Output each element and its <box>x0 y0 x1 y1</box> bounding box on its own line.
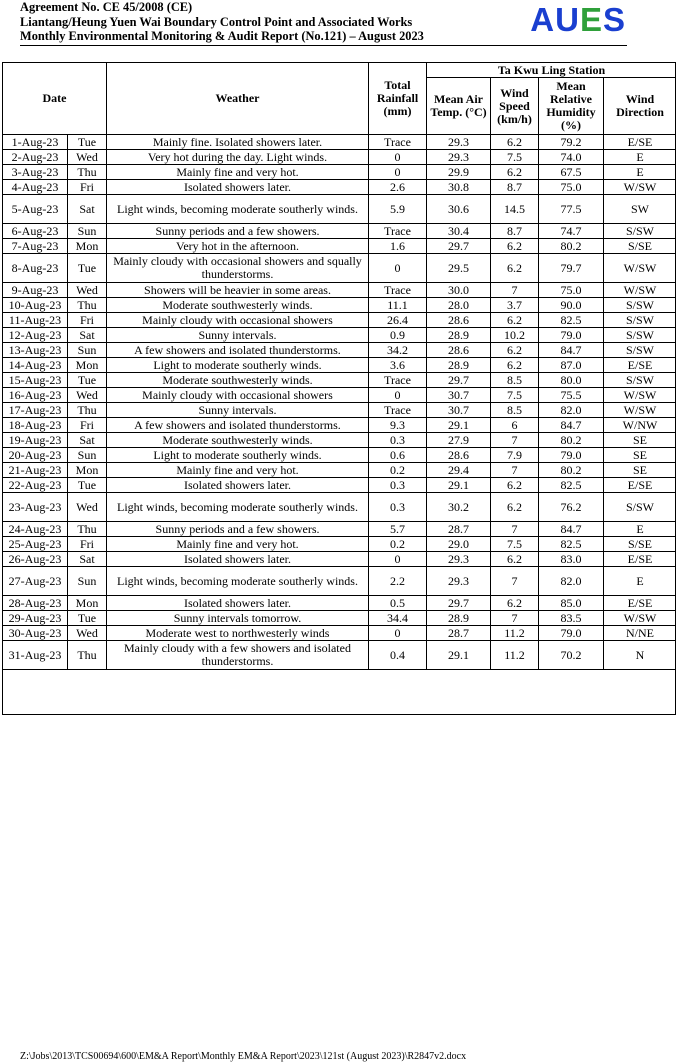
table-row <box>3 567 676 596</box>
table-row <box>3 328 676 343</box>
row-day: Tue <box>68 373 107 388</box>
row-date: 21-Aug-23 <box>3 463 68 478</box>
row-temp: 29.7 <box>427 373 491 388</box>
row-wind-speed: 11.2 <box>491 626 539 641</box>
row-temp: 30.8 <box>427 180 491 195</box>
table-row <box>3 165 676 180</box>
row-wind-direction: W/SW <box>604 388 676 403</box>
row-rainfall: 0 <box>369 150 427 165</box>
row-wind-speed: 7 <box>491 611 539 626</box>
row-humidity: 82.0 <box>539 567 604 596</box>
row-temp: 28.7 <box>427 522 491 537</box>
table-row <box>3 239 676 254</box>
header-rainfall: Total Rainfall (mm) <box>369 63 427 135</box>
row-day: Sat <box>68 195 107 224</box>
row-wind-direction: E/SE <box>604 596 676 611</box>
row-date: 30-Aug-23 <box>3 626 68 641</box>
row-temp: 28.6 <box>427 448 491 463</box>
row-temp: 28.6 <box>427 313 491 328</box>
header-humidity: Mean Relative Humidity (%) <box>539 78 604 135</box>
row-wind-speed: 7 <box>491 433 539 448</box>
header-wind-direction: Wind Direction <box>604 78 676 135</box>
row-humidity: 83.5 <box>539 611 604 626</box>
row-weather: Mainly cloudy with occasional showers <box>107 313 369 328</box>
row-wind-speed: 8.5 <box>491 403 539 418</box>
row-temp: 29.3 <box>427 150 491 165</box>
row-wind-direction: N/NE <box>604 626 676 641</box>
row-weather: Very hot during the day. Light winds. <box>107 150 369 165</box>
row-rainfall: 0 <box>369 388 427 403</box>
row-humidity: 80.2 <box>539 463 604 478</box>
table-row <box>3 537 676 552</box>
row-humidity: 79.7 <box>539 254 604 283</box>
row-humidity: 80.2 <box>539 433 604 448</box>
row-date: 1-Aug-23 <box>3 135 68 150</box>
row-weather: Mainly cloudy with a few showers and isolated thunderstorms. <box>107 641 369 670</box>
row-day: Fri <box>68 313 107 328</box>
row-wind-speed: 7.5 <box>491 150 539 165</box>
row-wind-speed: 6.2 <box>491 493 539 522</box>
header-wind-speed: Wind Speed (km/h) <box>491 78 539 135</box>
row-rainfall: 0 <box>369 165 427 180</box>
row-wind-direction: S/SW <box>604 224 676 239</box>
row-temp: 30.2 <box>427 493 491 522</box>
row-day: Wed <box>68 388 107 403</box>
row-wind-direction: E <box>604 522 676 537</box>
row-temp: 29.5 <box>427 254 491 283</box>
row-wind-direction: W/SW <box>604 180 676 195</box>
table-row <box>3 403 676 418</box>
row-wind-speed: 7 <box>491 283 539 298</box>
row-temp: 30.6 <box>427 195 491 224</box>
table-row <box>3 522 676 537</box>
row-day: Sat <box>68 433 107 448</box>
row-date: 16-Aug-23 <box>3 388 68 403</box>
row-day: Thu <box>68 298 107 313</box>
row-humidity: 75.0 <box>539 180 604 195</box>
row-day: Fri <box>68 180 107 195</box>
row-date: 2-Aug-23 <box>3 150 68 165</box>
table-row <box>3 478 676 493</box>
header-station: Ta Kwu Ling Station <box>427 63 676 78</box>
row-wind-direction: N <box>604 641 676 670</box>
row-date: 26-Aug-23 <box>3 552 68 567</box>
row-date: 22-Aug-23 <box>3 478 68 493</box>
table-row <box>3 626 676 641</box>
row-wind-direction: SE <box>604 433 676 448</box>
row-wind-direction: E/SE <box>604 478 676 493</box>
row-day: Mon <box>68 463 107 478</box>
row-humidity: 74.0 <box>539 150 604 165</box>
table-row <box>3 180 676 195</box>
row-weather: Isolated showers later. <box>107 552 369 567</box>
row-rainfall: 0.3 <box>369 433 427 448</box>
row-weather: Sunny intervals. <box>107 328 369 343</box>
row-humidity: 79.2 <box>539 135 604 150</box>
row-humidity: 84.7 <box>539 418 604 433</box>
row-day: Sun <box>68 224 107 239</box>
row-date: 8-Aug-23 <box>3 254 68 283</box>
row-weather: Sunny intervals tomorrow. <box>107 611 369 626</box>
row-rainfall: 1.6 <box>369 239 427 254</box>
row-rainfall: 0 <box>369 626 427 641</box>
row-weather: Mainly cloudy with occasional showers and squally thunderstorms. <box>107 254 369 283</box>
row-day: Sun <box>68 448 107 463</box>
row-date: 23-Aug-23 <box>3 493 68 522</box>
table-row <box>3 596 676 611</box>
table-row <box>3 358 676 373</box>
row-rainfall: 0.5 <box>369 596 427 611</box>
row-date: 20-Aug-23 <box>3 448 68 463</box>
table-row <box>3 641 676 670</box>
row-day: Thu <box>68 641 107 670</box>
row-rainfall: 0.2 <box>369 537 427 552</box>
row-humidity: 90.0 <box>539 298 604 313</box>
row-date: 4-Aug-23 <box>3 180 68 195</box>
row-date: 11-Aug-23 <box>3 313 68 328</box>
row-date: 31-Aug-23 <box>3 641 68 670</box>
row-date: 12-Aug-23 <box>3 328 68 343</box>
row-day: Sat <box>68 328 107 343</box>
row-humidity: 79.0 <box>539 328 604 343</box>
row-wind-direction: E/SE <box>604 552 676 567</box>
row-wind-direction: S/SW <box>604 313 676 328</box>
row-temp: 29.9 <box>427 165 491 180</box>
row-date: 25-Aug-23 <box>3 537 68 552</box>
row-weather: Isolated showers later. <box>107 478 369 493</box>
row-humidity: 80.0 <box>539 373 604 388</box>
row-wind-direction: E <box>604 150 676 165</box>
row-temp: 29.3 <box>427 552 491 567</box>
row-temp: 29.4 <box>427 463 491 478</box>
row-weather: A few showers and isolated thunderstorms. <box>107 418 369 433</box>
row-wind-speed: 6.2 <box>491 313 539 328</box>
row-day: Sun <box>68 343 107 358</box>
row-rainfall: 34.2 <box>369 343 427 358</box>
row-rainfall: 9.3 <box>369 418 427 433</box>
row-humidity: 83.0 <box>539 552 604 567</box>
row-wind-direction: SE <box>604 448 676 463</box>
row-temp: 30.0 <box>427 283 491 298</box>
row-wind-direction: S/SE <box>604 239 676 254</box>
row-humidity: 84.7 <box>539 343 604 358</box>
row-day: Tue <box>68 135 107 150</box>
row-wind-speed: 6.2 <box>491 358 539 373</box>
row-date: 29-Aug-23 <box>3 611 68 626</box>
row-rainfall: 5.7 <box>369 522 427 537</box>
table-row <box>3 254 676 283</box>
row-rainfall: Trace <box>369 373 427 388</box>
row-weather: Showers will be heavier in some areas. <box>107 283 369 298</box>
agreement-number: Agreement No. CE 45/2008 (CE) <box>20 0 193 14</box>
row-temp: 29.0 <box>427 537 491 552</box>
row-rainfall: 2.6 <box>369 180 427 195</box>
row-rainfall: Trace <box>369 135 427 150</box>
table-row <box>3 552 676 567</box>
row-day: Thu <box>68 403 107 418</box>
row-wind-speed: 8.7 <box>491 224 539 239</box>
row-weather: Mainly cloudy with occasional showers <box>107 388 369 403</box>
row-wind-direction: S/SE <box>604 537 676 552</box>
row-wind-direction: S/SW <box>604 373 676 388</box>
row-temp: 29.3 <box>427 567 491 596</box>
row-date: 14-Aug-23 <box>3 358 68 373</box>
row-temp: 27.9 <box>427 433 491 448</box>
row-rainfall: 0.3 <box>369 493 427 522</box>
row-weather: Light winds, becoming moderate southerly winds. <box>107 567 369 596</box>
row-rainfall: 0.3 <box>369 478 427 493</box>
table-row <box>3 313 676 328</box>
row-humidity: 82.0 <box>539 403 604 418</box>
row-temp: 28.6 <box>427 343 491 358</box>
row-humidity: 67.5 <box>539 165 604 180</box>
row-wind-speed: 7 <box>491 463 539 478</box>
row-wind-speed: 11.2 <box>491 641 539 670</box>
row-temp: 29.1 <box>427 478 491 493</box>
header-date: Date <box>3 63 107 135</box>
row-weather: Isolated showers later. <box>107 596 369 611</box>
row-humidity: 85.0 <box>539 596 604 611</box>
row-wind-direction: E/SE <box>604 135 676 150</box>
table-row <box>3 150 676 165</box>
row-wind-speed: 6.2 <box>491 254 539 283</box>
row-weather: Moderate southwesterly winds. <box>107 298 369 313</box>
row-humidity: 79.0 <box>539 626 604 641</box>
row-humidity: 70.2 <box>539 641 604 670</box>
row-temp: 28.9 <box>427 328 491 343</box>
row-weather: Light to moderate southerly winds. <box>107 358 369 373</box>
row-day: Fri <box>68 418 107 433</box>
row-wind-speed: 8.7 <box>491 180 539 195</box>
row-wind-direction: S/SW <box>604 298 676 313</box>
row-date: 6-Aug-23 <box>3 224 68 239</box>
row-date: 27-Aug-23 <box>3 567 68 596</box>
row-wind-direction: W/SW <box>604 611 676 626</box>
row-rainfall: 26.4 <box>369 313 427 328</box>
row-rainfall: 0 <box>369 552 427 567</box>
project-title: Liantang/Heung Yuen Wai Boundary Control Point and Associated Works <box>20 14 413 29</box>
row-weather: Light to moderate southerly winds. <box>107 448 369 463</box>
row-temp: 30.7 <box>427 388 491 403</box>
row-temp: 29.1 <box>427 641 491 670</box>
table-row <box>3 448 676 463</box>
row-day: Tue <box>68 611 107 626</box>
row-wind-direction: E <box>604 567 676 596</box>
row-temp: 29.7 <box>427 596 491 611</box>
row-weather: Moderate southwesterly winds. <box>107 373 369 388</box>
weather-table <box>2 62 676 670</box>
row-wind-speed: 6.2 <box>491 552 539 567</box>
row-weather: Mainly fine and very hot. <box>107 165 369 180</box>
row-rainfall: 0.9 <box>369 328 427 343</box>
row-humidity: 82.5 <box>539 313 604 328</box>
row-weather: Isolated showers later. <box>107 180 369 195</box>
row-wind-direction: E/SE <box>604 358 676 373</box>
row-wind-direction: W/SW <box>604 254 676 283</box>
row-weather: Sunny periods and a few showers. <box>107 522 369 537</box>
row-date: 10-Aug-23 <box>3 298 68 313</box>
table-row <box>3 493 676 522</box>
row-wind-speed: 6.2 <box>491 135 539 150</box>
row-weather: Mainly fine and very hot. <box>107 537 369 552</box>
row-date: 28-Aug-23 <box>3 596 68 611</box>
row-wind-direction: SW <box>604 195 676 224</box>
row-rainfall: 0.2 <box>369 463 427 478</box>
row-day: Mon <box>68 358 107 373</box>
row-wind-speed: 8.5 <box>491 373 539 388</box>
row-wind-direction: W/SW <box>604 283 676 298</box>
row-weather: Sunny periods and a few showers. <box>107 224 369 239</box>
row-humidity: 80.2 <box>539 239 604 254</box>
row-wind-speed: 6.2 <box>491 478 539 493</box>
table-row <box>3 388 676 403</box>
row-wind-speed: 7.5 <box>491 388 539 403</box>
row-temp: 29.7 <box>427 239 491 254</box>
row-wind-direction: W/SW <box>604 403 676 418</box>
table-row <box>3 418 676 433</box>
row-humidity: 82.5 <box>539 537 604 552</box>
row-temp: 30.7 <box>427 403 491 418</box>
row-day: Mon <box>68 239 107 254</box>
table-row <box>3 298 676 313</box>
row-weather: Light winds, becoming moderate southerly winds. <box>107 493 369 522</box>
row-rainfall: 2.2 <box>369 567 427 596</box>
row-humidity: 75.5 <box>539 388 604 403</box>
row-rainfall: 34.4 <box>369 611 427 626</box>
row-rainfall: Trace <box>369 224 427 239</box>
row-date: 7-Aug-23 <box>3 239 68 254</box>
row-rainfall: Trace <box>369 283 427 298</box>
row-humidity: 75.0 <box>539 283 604 298</box>
row-wind-direction: S/SW <box>604 493 676 522</box>
row-wind-speed: 6.2 <box>491 596 539 611</box>
row-rainfall: 0.4 <box>369 641 427 670</box>
row-wind-direction: W/NW <box>604 418 676 433</box>
row-date: 17-Aug-23 <box>3 403 68 418</box>
report-title: Monthly Environmental Monitoring & Audit Report (No.121) – August 2023 <box>20 29 424 43</box>
row-wind-speed: 3.7 <box>491 298 539 313</box>
row-day: Mon <box>68 596 107 611</box>
table-row <box>3 373 676 388</box>
row-wind-direction: S/SW <box>604 343 676 358</box>
row-rainfall: Trace <box>369 403 427 418</box>
row-day: Wed <box>68 493 107 522</box>
weather-table-body <box>3 135 676 670</box>
row-day: Wed <box>68 626 107 641</box>
table-row <box>3 463 676 478</box>
row-date: 24-Aug-23 <box>3 522 68 537</box>
row-wind-speed: 6.2 <box>491 165 539 180</box>
row-humidity: 77.5 <box>539 195 604 224</box>
table-row <box>3 195 676 224</box>
row-temp: 29.3 <box>427 135 491 150</box>
row-day: Thu <box>68 522 107 537</box>
row-humidity: 76.2 <box>539 493 604 522</box>
row-humidity: 84.7 <box>539 522 604 537</box>
row-date: 15-Aug-23 <box>3 373 68 388</box>
row-day: Sat <box>68 552 107 567</box>
row-rainfall: 0.6 <box>369 448 427 463</box>
row-day: Tue <box>68 478 107 493</box>
table-row <box>3 135 676 150</box>
row-weather: Very hot in the afternoon. <box>107 239 369 254</box>
row-wind-speed: 14.5 <box>491 195 539 224</box>
row-weather: Moderate southwesterly winds. <box>107 433 369 448</box>
row-wind-speed: 7 <box>491 522 539 537</box>
row-temp: 28.0 <box>427 298 491 313</box>
row-temp: 28.9 <box>427 358 491 373</box>
row-temp: 28.9 <box>427 611 491 626</box>
row-date: 5-Aug-23 <box>3 195 68 224</box>
header-temp: Mean Air Temp. (°C) <box>427 78 491 135</box>
table-row <box>3 343 676 358</box>
row-wind-speed: 7 <box>491 567 539 596</box>
row-wind-speed: 10.2 <box>491 328 539 343</box>
row-temp: 29.1 <box>427 418 491 433</box>
row-day: Sun <box>68 567 107 596</box>
row-wind-speed: 6.2 <box>491 343 539 358</box>
row-day: Tue <box>68 254 107 283</box>
row-temp: 28.7 <box>427 626 491 641</box>
file-path-footer: Z:\Jobs\2013\TCS00694\600\EM&A Report\Monthly EM&A Report\2023\121st (August 2023)\R2847v2.docx <box>20 1051 467 1062</box>
row-day: Wed <box>68 283 107 298</box>
table-row <box>3 224 676 239</box>
table-row <box>3 433 676 448</box>
row-weather: Mainly fine. Isolated showers later. <box>107 135 369 150</box>
row-date: 3-Aug-23 <box>3 165 68 180</box>
row-weather: Mainly fine and very hot. <box>107 463 369 478</box>
header-weather: Weather <box>107 63 369 135</box>
row-wind-speed: 6.2 <box>491 239 539 254</box>
row-day: Wed <box>68 150 107 165</box>
row-date: 13-Aug-23 <box>3 343 68 358</box>
row-day: Fri <box>68 537 107 552</box>
row-wind-direction: S/SW <box>604 328 676 343</box>
row-rainfall: 3.6 <box>369 358 427 373</box>
row-wind-speed: 6 <box>491 418 539 433</box>
row-rainfall: 0 <box>369 254 427 283</box>
row-date: 9-Aug-23 <box>3 283 68 298</box>
row-humidity: 79.0 <box>539 448 604 463</box>
row-wind-speed: 7.5 <box>491 537 539 552</box>
table-row <box>3 283 676 298</box>
row-date: 19-Aug-23 <box>3 433 68 448</box>
header-rule <box>20 45 627 46</box>
row-wind-direction: E <box>604 165 676 180</box>
row-weather: Sunny intervals. <box>107 403 369 418</box>
row-rainfall: 5.9 <box>369 195 427 224</box>
row-weather: Light winds, becoming moderate southerly winds. <box>107 195 369 224</box>
row-rainfall: 11.1 <box>369 298 427 313</box>
row-wind-direction: SE <box>604 463 676 478</box>
aues-logo: AUES <box>530 1 626 38</box>
row-day: Thu <box>68 165 107 180</box>
row-humidity: 87.0 <box>539 358 604 373</box>
row-date: 18-Aug-23 <box>3 418 68 433</box>
row-weather: A few showers and isolated thunderstorms. <box>107 343 369 358</box>
row-weather: Moderate west to northwesterly winds <box>107 626 369 641</box>
row-temp: 30.4 <box>427 224 491 239</box>
row-wind-speed: 7.9 <box>491 448 539 463</box>
row-humidity: 82.5 <box>539 478 604 493</box>
table-row <box>3 611 676 626</box>
row-humidity: 74.7 <box>539 224 604 239</box>
